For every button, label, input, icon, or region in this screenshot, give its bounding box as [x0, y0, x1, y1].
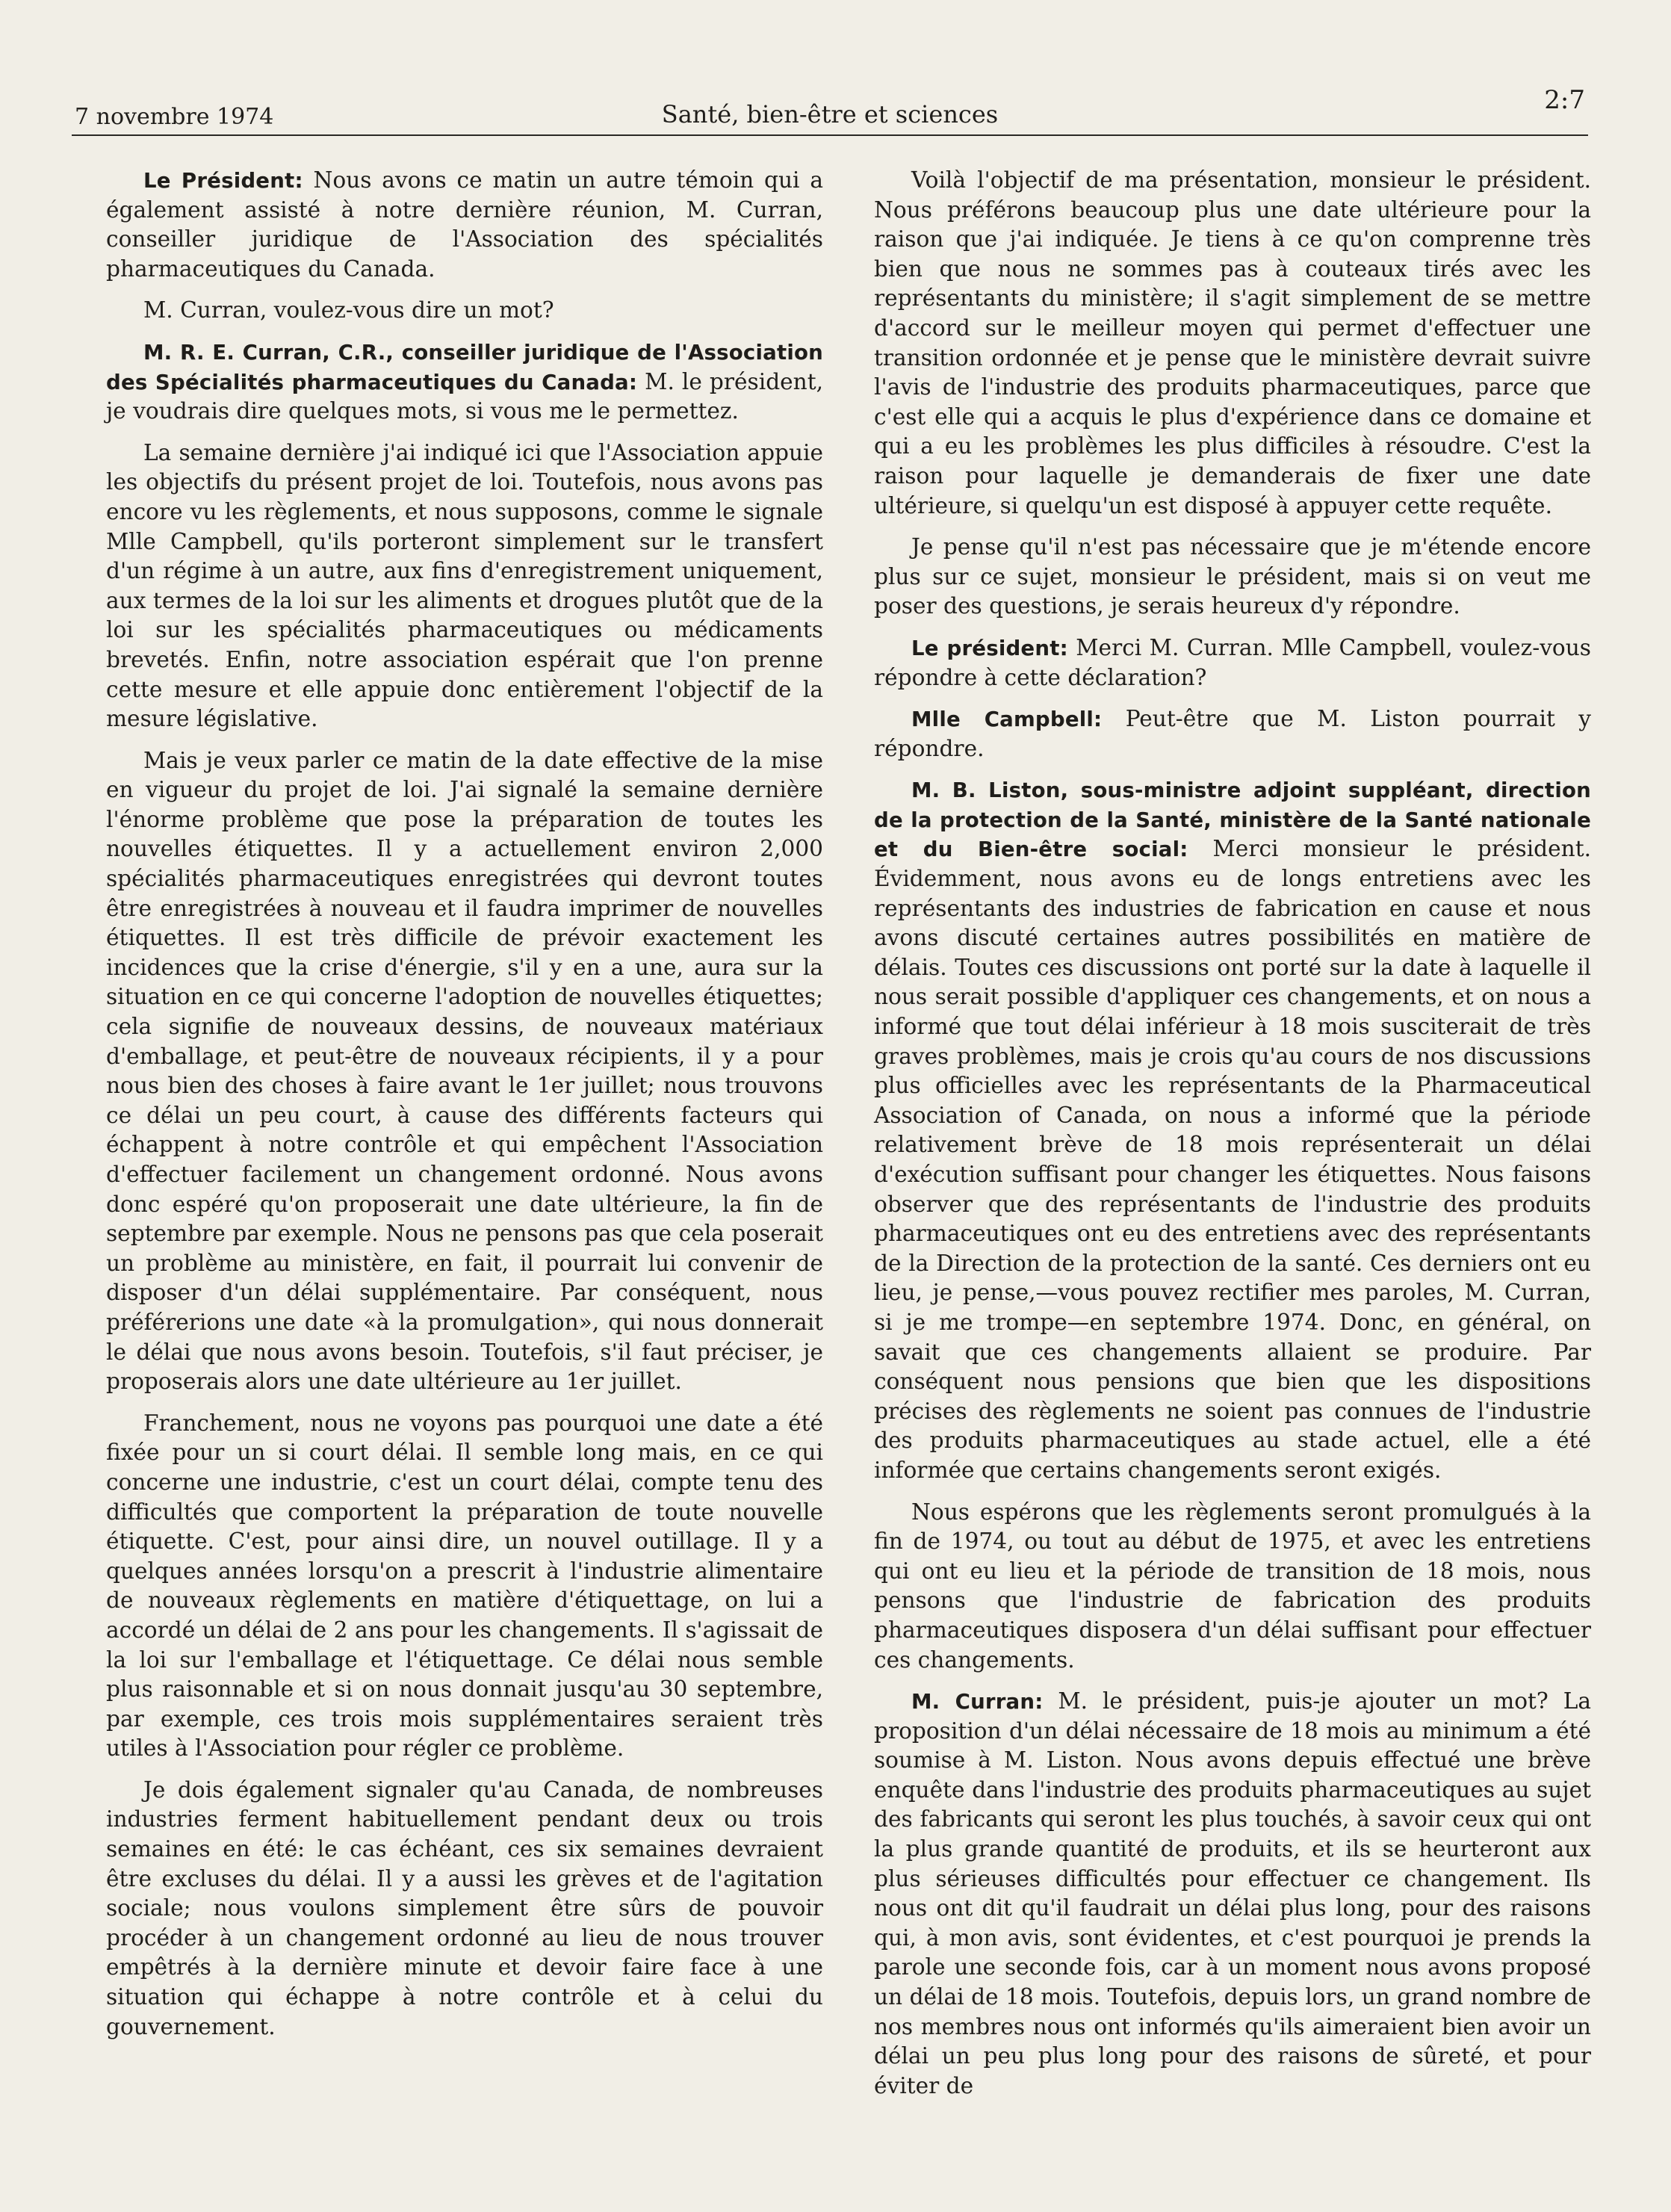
paragraph-text: Merci M. Curran. Mlle Campbell, voulez-vous répondre à cette déclaration? [874, 634, 1591, 690]
paragraph [106, 1409, 823, 1764]
paragraph-text: M. Curran, voulez-vous dire un mot? [143, 297, 554, 323]
paragraph [874, 633, 1591, 693]
paragraph-text: M. le président, je voudrais dire quelques mots, si vous me le permettez. [106, 368, 824, 424]
paragraph-text: Peut-être que M. Liston pourrait y répondre. [874, 706, 1591, 761]
paragraph [106, 338, 823, 427]
paragraph [874, 704, 1591, 763]
paragraph [106, 1776, 823, 2042]
speaker-name: Le Président: [143, 168, 303, 193]
paragraph [106, 746, 823, 1397]
paragraph-text: Mais je veux parler ce matin de la date effective de la mise en vigueur du projet de loi. J'ai signalé la semaine dernière l'énorme problème que pose la préparation de toutes les nouvelles étiquettes. Il y a actuellement environ 2,000 spécialités pharmaceutiques enregistrées qui devront toutes être enregistrées à nouveau et il faudra imprimer de nouvelles étiquettes. Il est très difficile de prévoir exactement les incidences que la crise d'énergie, s'il y en a une, aura sur la situation en ce qui concerne l'adoption de nouvelles étiquettes; cela signifie de nouveaux dessins, de nouveaux matériaux d'emballage, et peut-être de nouveaux récipients, il y a pour nous bien des choses à faire avant le 1er juillet; nous trouvons ce délai un peu court, à cause des différents facteurs qui échappent à notre contrôle et qui empêchent l'Association d'effectuer facilement un changement ordonné. Nous avons donc espéré qu'on proposerait une date ultérieure, la fin de septembre par exemple. Nous ne pensons pas que cela poserait un problème au ministère, en fait, il pourrait lui convenir de disposer d'un délai supplémentaire. Par conséquent, nous préférerions une date «à la promulgation», qui nous donnerait le délai que nous avons besoin. Toutefois, s'il faut préciser, je proposerais alors une date ultérieure au 1er juillet. [106, 747, 823, 1395]
page-header [72, 75, 1588, 136]
paragraph-text: Je pense qu'il n'est pas nécessaire que je m'étende encore plus sur ce sujet, monsieur le président, mais si on veut me poser des questions, je serais heureux d'y répondre. [874, 534, 1591, 619]
paragraph-text: Nous avons ce matin un autre témoin qui a également assisté à notre dernière réunion, M. Curran, conseiller juridique de l'Association des spécialités pharmaceutiques du Canada. [106, 167, 823, 282]
left-column [106, 166, 823, 2054]
paragraph [874, 166, 1591, 521]
speaker-name: Mlle Campbell: [911, 707, 1103, 732]
right-column [874, 166, 1591, 2113]
paragraph-text: M. le président, puis-je ajouter un mot? La proposition d'un délai nécessaire de 18 mois au minimum a été soumise à M. Liston. Nous avons depuis effectué une brève enquête dans l'industrie des produits pharmaceutiques au sujet des fabricants qui seront les plus touchés, à savoir ceux qui ont la plus grande quantité de produits, et ils se heurteront aux plus sérieuses difficultés pour effectuer ce changement. Ils nous ont dit qu'il faudrait un délai plus long, pour des raisons qui, à mon avis, sont évidentes, et c'est pourquoi je prends la parole une seconde fois, car à un moment nous avons proposé un délai de 18 mois. Toutefois, depuis lors, un grand nombre de nos membres nous ont informés qu'ils aimeraient bien avoir un délai un peu plus long pour des raisons de sûreté, et pour éviter de [874, 1688, 1591, 2098]
speaker-name: M. B. Liston, sous-ministre adjoint suppléant, direction de la protection de la Santé, ministère de la Santé nationale et du Bien-être social: [874, 778, 1591, 862]
header-title: Santé, bien-être et sciences [661, 100, 999, 128]
paragraph-text: Nous espérons que les règlements seront promulgués à la fin de 1974, ou tout au début de 1975, et avec les entretiens qui ont eu lieu et la période de transition de 18 mois, nous pensons que l'industrie de fabrication des produits pharmaceutiques disposera d'un délai suffisant pour effectuer ces changements. [874, 1499, 1591, 1673]
paragraph-text: Voilà l'objectif de ma présentation, monsieur le président. Nous préférons beaucoup plus une date ultérieure pour la raison que j'ai indiquée. Je tiens à ce qu'on comprenne très bien que nous ne sommes pas à couteaux tirés avec les représentants du ministère; il s'agit simplement de se mettre d'accord sur le meilleur moyen qui permet d'effectuer une transition ordonnée et je pense que le ministère devrait suivre l'avis de l'industrie des produits pharmaceutiques, parce que c'est elle qui a acquis le plus d'expérience dans ce domaine et qui a eu les problèmes les plus difficiles à résoudre. C'est la raison pour laquelle je demanderais de fixer une date ultérieure, si quelqu'un est disposé à appuyer cette requête. [874, 167, 1591, 518]
paragraph [874, 1498, 1591, 1676]
speaker-name: M. R. E. Curran, C.R., conseiller juridique de l'Association des Spécialités pharmaceutiques du Canada: [106, 339, 823, 394]
paragraph-text: Franchement, nous ne voyons pas pourquoi une date a été fixée pour un si court délai. Il semble long mais, en ce qui concerne une industrie, c'est un court délai, compte tenu des difficultés que comportent la préparation de toute nouvelle étiquette. C'est, pour ainsi dire, un nouvel outillage. Il y a quelques années lorsqu'on a prescrit à l'industrie alimentaire de nouveaux règlements en matière d'étiquettage, on lui a accordé un délai de 2 ans pour les changements. Il s'agissait de la loi sur l'emballage et l'étiquettage. Ce délai nous semble plus raisonnable et si on nous donnait jusqu'au 30 septembre, par exemple, ces trois mois supplémentaires seraient très utiles à l'Association pour régler ce problème. [106, 1410, 823, 1762]
paragraph-text: Je dois également signaler qu'au Canada, de nombreuses industries ferment habituellement pendant deux ou trois semaines en été: le cas échéant, ces six semaines devraient être excluses du délai. Il y a aussi les grèves et de l'agitation sociale; nous voulons simplement être sûrs de pouvoir procéder à un changement ordonné au lieu de nous trouver empêtrés à la dernière minute et devoir faire face à une situation qui échappe à notre contrôle et à celui du gouvernement. [106, 1776, 823, 2039]
paragraph [874, 775, 1591, 1485]
paragraph [106, 166, 823, 284]
speaker-name: Le président: [911, 635, 1068, 660]
paragraph-text: La semaine dernière j'ai indiqué ici que l'Association appuie les objectifs du présent projet de loi. Toutefois, nous avons pas encore vu les règlements, et nous supposons, comme le signale Mlle Campbell, qu'ils porteront simplement sur le transfert d'un régime à un autre, aux fins d'enregistrement uniquement, aux termes de la loi sur les aliments et drogues plutôt que de la loi sur les spécialités pharmaceutiques ou médicaments brevetés. Enfin, notre association espérait que l'on prenne cette mesure et elle appuie donc entièrement l'objectif de la mesure législative. [106, 439, 823, 732]
paragraph [874, 533, 1591, 622]
paragraph-text: Merci monsieur le président. Évidemment, nous avons eu de longs entretiens avec les représentants des industries de fabrication en cause et nous avons discuté certaines autres possibilités en matière de délais. Toutes ces discussions ont porté sur la date à laquelle il nous serait possible d'appliquer ces changements, et on nous a informé que tout délai inférieur à 18 mois susciterait de très graves problèmes, mais je crois qu'au cours de nos discussions plus officielles avec les représentants de la Pharmaceutical Association of Canada, on nous a informé que la période relativement brève de 18 mois représenterait un délai d'exécution suffisant pour changer les étiquettes. Nous faisons observer que des représentants de l'industrie des produits pharmaceutiques ont eu des entretiens avec des représentants de la Direction de la protection de la santé. Ces derniers ont eu lieu, je pense,—vous pouvez rectifier mes paroles, M. Curran, si je me trompe—en septembre 1974. Donc, en général, on savait que ces changements allaient se produire. Par conséquent nous pensions que bien que les dispositions précises des règlements ne soient pas connues de l'industrie des produits pharmaceutiques au stade actuel, elle a été informée que certains changements seront exigés. [874, 836, 1591, 1483]
header-date: 7 novembre 1974 [75, 104, 274, 130]
speaker-name: M. Curran: [911, 1689, 1044, 1714]
page-number: 2:7 [1544, 85, 1585, 115]
paragraph [106, 439, 823, 734]
paragraph [106, 296, 823, 326]
paragraph [874, 1687, 1591, 2101]
